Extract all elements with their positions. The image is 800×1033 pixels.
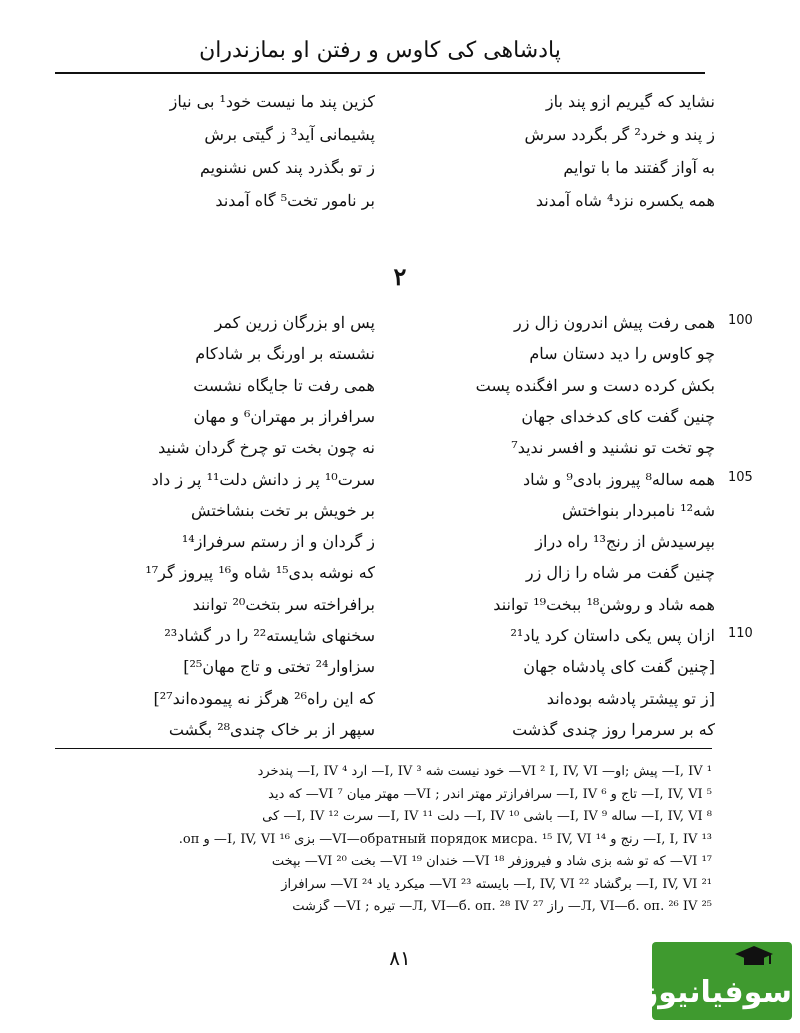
verse-left: بر نامور تخت⁵ گاه آمدند [215,191,375,210]
verse-left: سزاوار²⁴ تختی و تاج مهان²⁵] [183,657,375,677]
verse-left: نشسته بر اورنگ بر شادکام [195,344,375,364]
verse-right: [چنین گفت کای پادشاه جهان [523,657,715,677]
verse-right: چو کاوس را دید دستان سام [529,344,715,364]
footnote-line: ¹⁷ VI— که تو شه بزی شاد و فیروزفر ¹⁸ VI— خندان ¹⁹ VI— بخت ²⁰ VI— بپخت [271,854,712,869]
verse-right: همه شاد و روشن¹⁸ ببخت¹⁹ توانند [493,594,715,614]
verse-right: ازان پس یکی داستان کرد یاد²¹ [510,626,715,645]
verse-right: که بر سرمرا روز چندی گذشت [512,719,715,739]
verse-left: سرت¹⁰ پر ز دانش دلت¹¹ پر ز داد [151,469,375,489]
header-title: پادشاهی کی کاوس و رفتن او بمازندران [199,38,561,63]
logo-text: سوفیانیوز [640,975,792,1010]
footnote-line: ¹³ I, I, IV— رنج و ¹⁴ VI—обратный порядок мисра. ¹⁵ IV, VI— بزی ¹⁶ I, IV, VI— و оп. [178,831,712,847]
verse-left: برافراخته سر بتخت²⁰ توانند [192,594,375,614]
section-number: ۲ [393,262,407,291]
line-number: 105 [728,469,753,485]
footnote-line: ⁸ I, IV, VI— ساله ⁹ I, IV— باشی ¹⁰ I, IV— دلت ¹¹ I, IV— سرت ¹² I, IV— کی [262,809,712,824]
verse-left: سخنهای شایسته²² را در گشاد²³ [164,626,375,645]
verse-right: نشاید که گیریم ازو پند باز [545,92,715,111]
verse-right: چنین گفت مر شاه را زال زر [525,563,715,583]
verse-left: همی رفت تا جایگاه نشست [193,375,375,395]
verse-left: سرافراز بر مهتران⁶ و مهان [193,406,375,426]
verse-left: که نوشه بدی¹⁵ شاه و¹⁶ پیروز گر¹⁷ [145,563,375,583]
footnote-line: ²⁵ Л, VI—б. оп. ²⁶ IV— راز ²⁷ Л, VI—б. оп. ²⁸ IV— تیره ; VI— گزشت [292,899,712,914]
verse-right: بپرسیدش از رنج¹³ راه دراز [535,532,715,552]
footnote-line: ²¹ I, IV, VI— برگشاد ²² I, IV, VI— بایسته ²³ VI— میکرد یاد ²⁴ VI— سرافراز [281,876,712,892]
page-number: ۸۱ [389,946,411,970]
graduation-cap-icon [734,944,774,970]
line-number: 100 [728,313,753,328]
verse-right: بکش کرده دست و سر افگنده پست [475,375,715,395]
verse-right: همی رفت پیش اندرون زال زر [514,313,715,332]
verse-right: به آواز گفتند ما با توایم [563,158,715,177]
verse-left: که این راه²⁶ هرگز نه پیموده‌اند²⁷] [153,688,375,708]
site-logo [640,942,792,1020]
verse-left: بر خویش بر تخت بنشاختش [191,500,375,520]
verse-right: شه¹² نامبردار بنواختش [562,500,715,520]
page-header [55,38,705,74]
verse-right: چنین گفت کای کدخدای جهان [521,406,715,426]
footnote-line: ⁵ I, IV, VI— تاج و ⁶ I, IV— سرافرازتر مهتر اندر ; VI— مهتر میان ⁷ VI— که دید [268,786,712,802]
verse-right: همه یکسره نزد⁴ شاه آمدند [535,191,715,210]
line-number: 110 [728,626,753,641]
verse-left: پشیمانی آید³ ز گیتی برش [204,125,375,144]
verse-right: همه ساله⁸ پیروز بادی⁹ و شاد [523,469,715,489]
footnote-divider [55,748,712,749]
verse-left: ز گردان و از رستم سرفراز¹⁴ [181,532,375,552]
verse-left: نه چون بخت تو چرخ گردان شنید [158,438,375,458]
verse-left: پس او بزرگان زرین کمر [214,313,375,332]
verse-left: ز تو بگذرد پند کس نشنویم [199,158,375,177]
verse-right: چو تخت تو نشنید و افسر ندید⁷ [511,438,715,458]
verse-left: سپهر از بر خاک چندی²⁸ بگشت [168,719,375,739]
verse-right: ز پند و خرد² گر بگردد سرش [524,125,715,144]
verse-right: [ز تو پیشتر پادشه بوده‌اند [546,688,715,708]
footnote-line: ¹ I, IV— پیش ;او— VI ² I, IV, VI— خود نیست شه ³ I, IV— آرد ⁴ I, IV— پندخرد [257,764,712,779]
verse-left: کزین پند ما نیست خود¹ بی نیاز [169,92,375,111]
